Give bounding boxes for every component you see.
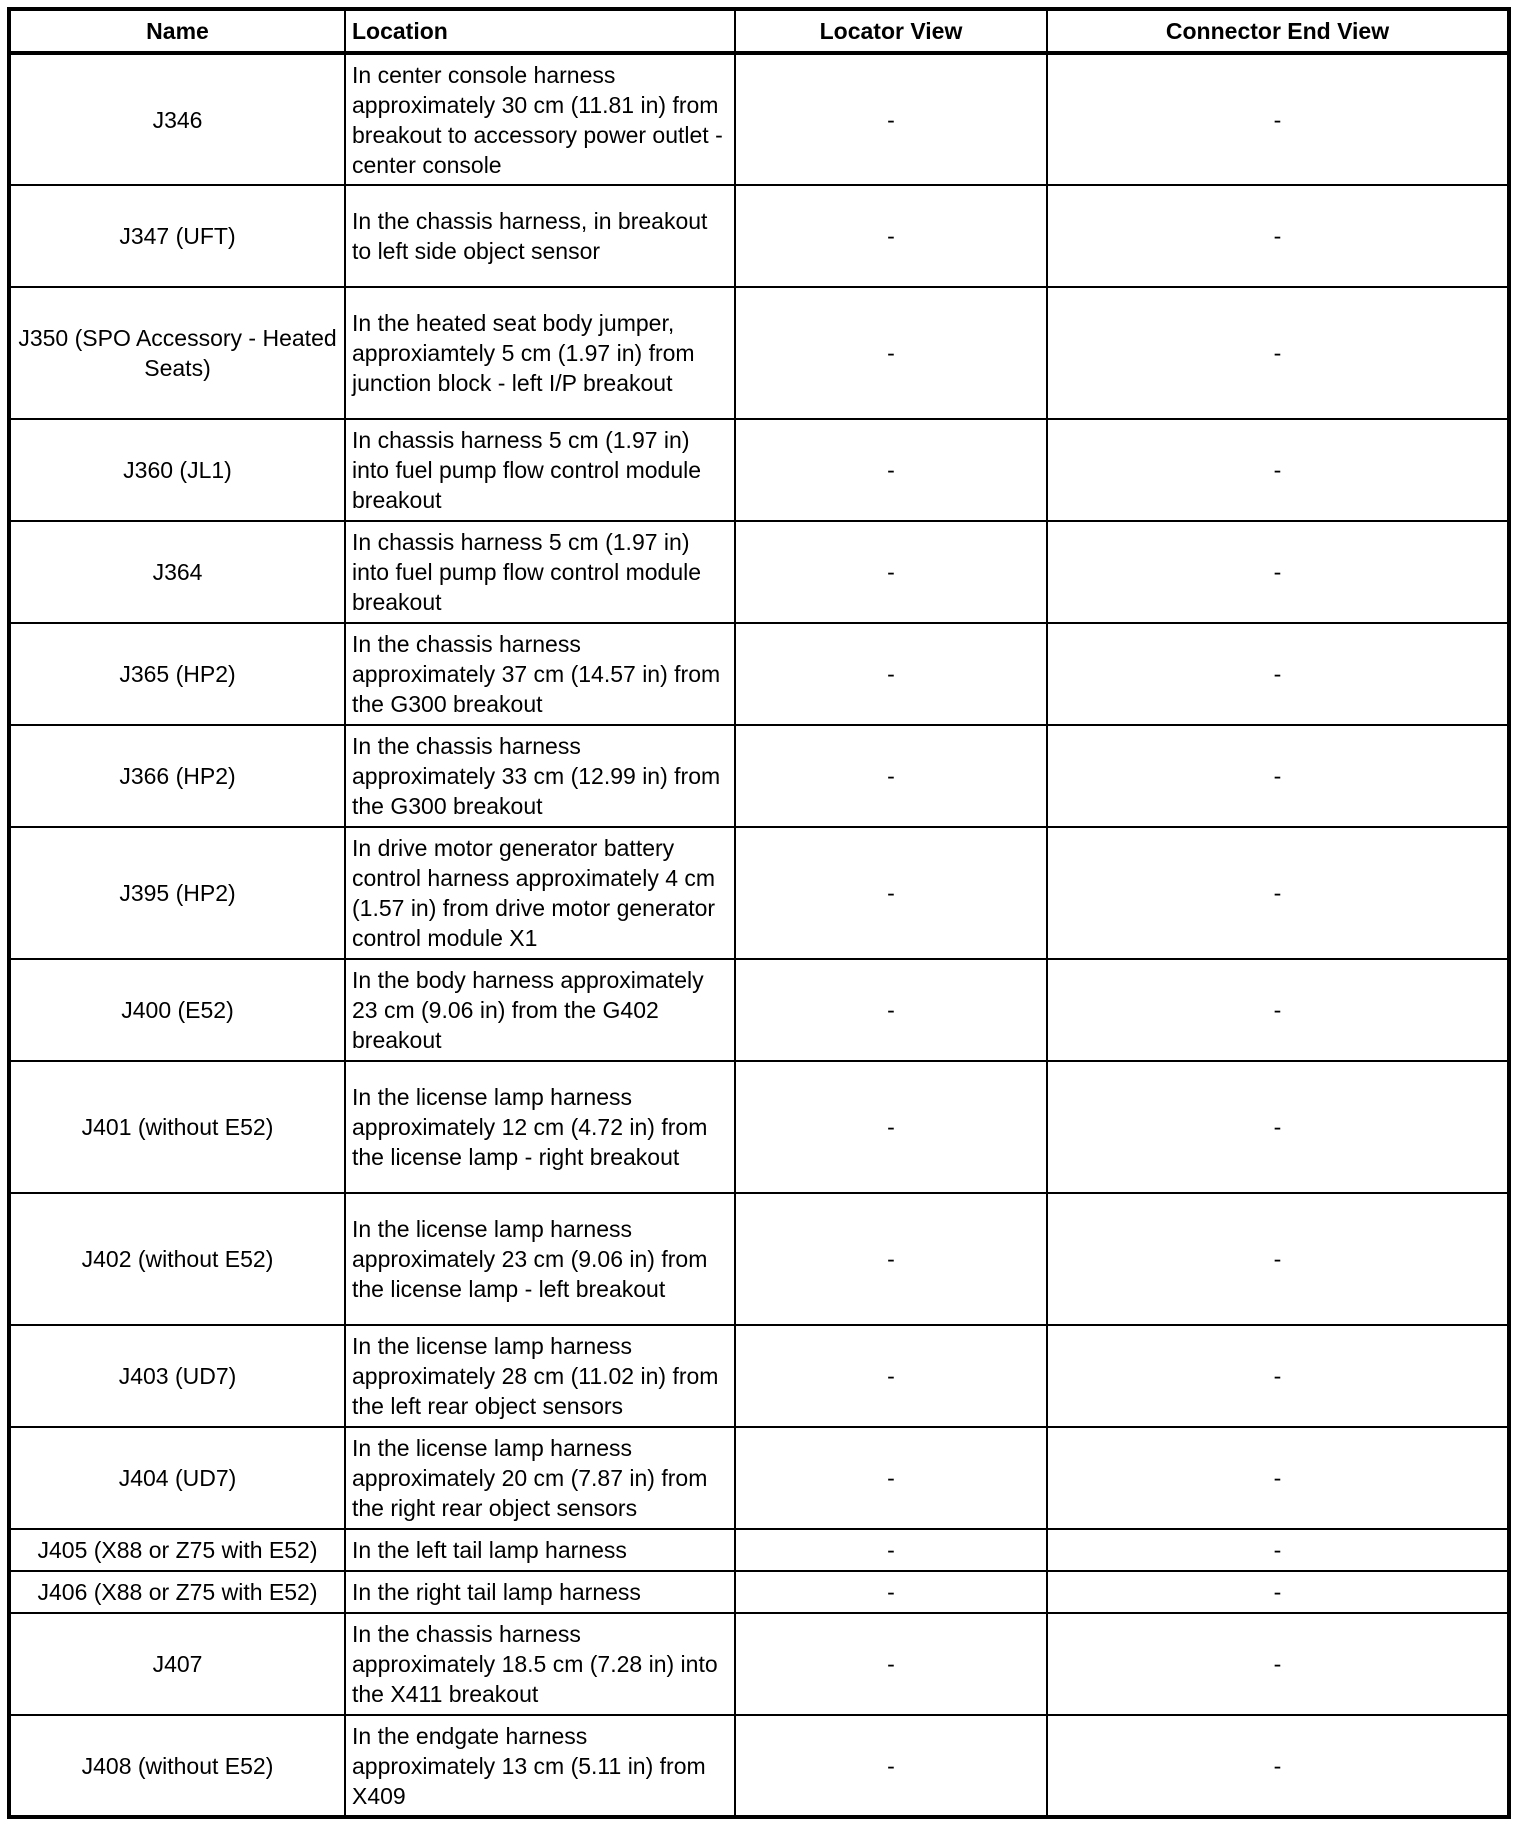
cell-locator-view: - [735,1427,1047,1529]
table-row [9,287,1509,419]
cell-connector-end-view: - [1047,185,1509,287]
cell-connector-end-view: - [1047,1427,1509,1529]
cell-connector-end-view: - [1047,1715,1509,1817]
column-header-connector-end-view: Connector End View [1047,9,1509,53]
cell-name: J400 (E52) [9,959,345,1061]
cell-connector-end-view: - [1047,623,1509,725]
cell-location: In drive motor generator battery control harness approximately 4 cm (1.57 in) from drive motor generator control module X1 [345,827,735,959]
cell-locator-view: - [735,53,1047,185]
cell-locator-view: - [735,725,1047,827]
column-header-locator-view: Locator View [735,9,1047,53]
cell-location: In chassis harness 5 cm (1.97 in) into fuel pump flow control module breakout [345,419,735,521]
cell-connector-end-view: - [1047,1325,1509,1427]
cell-location: In the license lamp harness approximately 23 cm (9.06 in) from the license lamp - left breakout [345,1193,735,1325]
cell-name: J364 [9,521,345,623]
cell-locator-view: - [735,1715,1047,1817]
column-header-name: Name [9,9,345,53]
cell-locator-view: - [735,185,1047,287]
cell-locator-view: - [735,827,1047,959]
cell-locator-view: - [735,959,1047,1061]
cell-name: J405 (X88 or Z75 with E52) [9,1529,345,1571]
cell-connector-end-view: - [1047,1529,1509,1571]
header-row [9,9,1509,53]
cell-location: In the chassis harness approximately 33 cm (12.99 in) from the G300 breakout [345,725,735,827]
cell-name: J401 (without E52) [9,1061,345,1193]
connector-location-table [7,7,1511,1819]
cell-connector-end-view: - [1047,827,1509,959]
table-row [9,1325,1509,1427]
table-row [9,959,1509,1061]
cell-name: J403 (UD7) [9,1325,345,1427]
cell-name: J402 (without E52) [9,1193,345,1325]
cell-name: J406 (X88 or Z75 with E52) [9,1571,345,1613]
table-row [9,521,1509,623]
cell-connector-end-view: - [1047,959,1509,1061]
cell-connector-end-view: - [1047,521,1509,623]
cell-location: In the license lamp harness approximately 12 cm (4.72 in) from the license lamp - right breakout [345,1061,735,1193]
cell-location: In the chassis harness approximately 37 cm (14.57 in) from the G300 breakout [345,623,735,725]
table-row [9,419,1509,521]
table-row [9,1529,1509,1571]
cell-location: In the license lamp harness approximately 20 cm (7.87 in) from the right rear object sensors [345,1427,735,1529]
cell-location: In center console harness approximately 30 cm (11.81 in) from breakout to accessory power outlet - center console [345,53,735,185]
cell-location: In the chassis harness approximately 18.5 cm (7.28 in) into the X411 breakout [345,1613,735,1715]
cell-name: J350 (SPO Accessory - Heated Seats) [9,287,345,419]
cell-location: In chassis harness 5 cm (1.97 in) into fuel pump flow control module breakout [345,521,735,623]
cell-location: In the heated seat body jumper, approxiamtely 5 cm (1.97 in) from junction block - left I/P breakout [345,287,735,419]
cell-name: J408 (without E52) [9,1715,345,1817]
table-row [9,1613,1509,1715]
cell-connector-end-view: - [1047,1193,1509,1325]
cell-connector-end-view: - [1047,725,1509,827]
cell-name: J365 (HP2) [9,623,345,725]
cell-name: J360 (JL1) [9,419,345,521]
cell-location: In the chassis harness, in breakout to left side object sensor [345,185,735,287]
cell-name: J407 [9,1613,345,1715]
cell-locator-view: - [735,1613,1047,1715]
table-row [9,1571,1509,1613]
cell-name: J404 (UD7) [9,1427,345,1529]
cell-locator-view: - [735,1061,1047,1193]
cell-locator-view: - [735,623,1047,725]
cell-name: J395 (HP2) [9,827,345,959]
cell-connector-end-view: - [1047,1061,1509,1193]
cell-location: In the license lamp harness approximately 28 cm (11.02 in) from the left rear object sensors [345,1325,735,1427]
connector-table-container [7,7,1507,1819]
column-header-location: Location [345,9,735,53]
cell-connector-end-view: - [1047,1613,1509,1715]
cell-connector-end-view: - [1047,1571,1509,1613]
table-row [9,1427,1509,1529]
cell-locator-view: - [735,1529,1047,1571]
cell-locator-view: - [735,1571,1047,1613]
table-row [9,725,1509,827]
cell-location: In the body harness approximately 23 cm (9.06 in) from the G402 breakout [345,959,735,1061]
cell-connector-end-view: - [1047,419,1509,521]
cell-locator-view: - [735,1193,1047,1325]
cell-location: In the right tail lamp harness [345,1571,735,1613]
table-row [9,53,1509,185]
cell-locator-view: - [735,287,1047,419]
cell-name: J346 [9,53,345,185]
cell-locator-view: - [735,419,1047,521]
cell-connector-end-view: - [1047,287,1509,419]
cell-location: In the left tail lamp harness [345,1529,735,1571]
table-row [9,185,1509,287]
cell-locator-view: - [735,1325,1047,1427]
table-row [9,623,1509,725]
table-row [9,1061,1509,1193]
table-row [9,827,1509,959]
cell-connector-end-view: - [1047,53,1509,185]
table-row [9,1193,1509,1325]
cell-locator-view: - [735,521,1047,623]
table-row [9,1715,1509,1817]
cell-name: J366 (HP2) [9,725,345,827]
cell-name: J347 (UFT) [9,185,345,287]
cell-location: In the endgate harness approximately 13 cm (5.11 in) from X409 [345,1715,735,1817]
